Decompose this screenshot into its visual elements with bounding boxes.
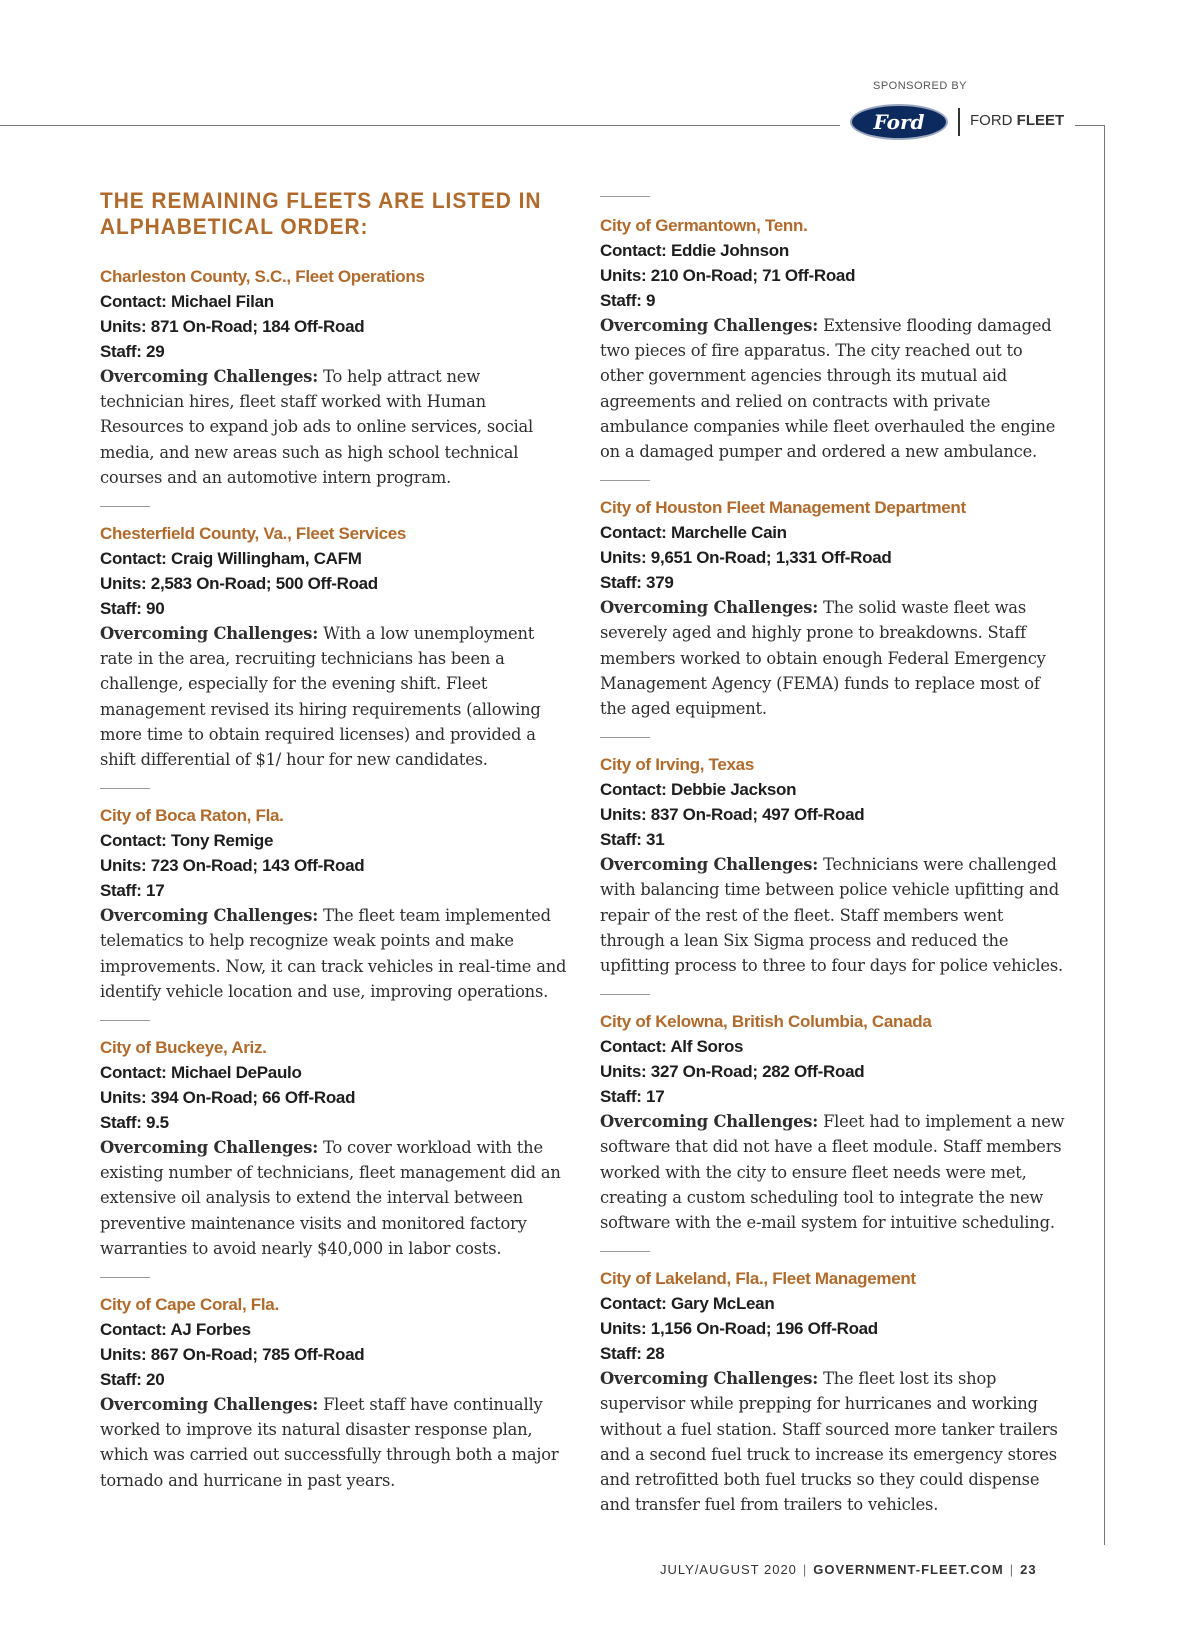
staff-line: Staff: 9.5: [100, 1113, 169, 1133]
fleet-name: City of Buckeye, Ariz.: [100, 1038, 267, 1058]
contact-line: Contact: Craig Willingham, CAFM: [100, 549, 362, 569]
contact-line: Contact: Debbie Jackson: [600, 780, 797, 800]
challenge-paragraph: [100, 1135, 568, 1261]
units-line: Units: 867 On-Road; 785 Off-Road: [100, 1345, 365, 1365]
challenge-text: Fleet staff have continually worked to improve its natural disaster response plan, which was carried out successfully through both a major tornado and hurricane in past years.: [100, 1395, 559, 1490]
divider: [600, 196, 650, 197]
contact-line: Contact: AJ Forbes: [100, 1320, 251, 1340]
staff-line: Staff: 379: [600, 573, 674, 593]
units-line: Units: 9,651 On-Road; 1,331 Off-Road: [600, 548, 892, 568]
left-entries: [100, 264, 568, 1493]
divider: [100, 788, 150, 789]
challenge-lead: Overcoming Challenges:: [100, 367, 319, 386]
challenge-text: Fleet had to implement a new software that did not have a fleet module. Staff members worked with the city to ensure fleet needs were met, creating a custom scheduling tool to integrate the new software with the e-mail system for intuitive scheduling.: [600, 1112, 1065, 1233]
fleet-name: City of Cape Coral, Fla.: [100, 1295, 279, 1315]
fleet-name: City of Boca Raton, Fla.: [100, 806, 284, 826]
challenge-paragraph: [100, 903, 568, 1004]
fleet-name: City of Germantown, Tenn.: [600, 216, 808, 235]
contact-line: Contact: Marchelle Cain: [600, 523, 787, 543]
challenge-paragraph: [600, 1366, 1068, 1517]
section-heading: THE REMAINING FLEETS ARE LISTED IN ALPHABETICAL ORDER:: [100, 188, 542, 239]
staff-line: Staff: 29: [100, 342, 165, 361]
fleet-entry: [100, 1035, 568, 1261]
staff-line: Staff: 31: [600, 830, 665, 850]
challenge-paragraph: [100, 364, 568, 490]
units-line: Units: 2,583 On-Road; 500 Off-Road: [100, 574, 378, 594]
challenge-paragraph: [600, 852, 1068, 978]
contact-line: Contact: Tony Remige: [100, 831, 274, 851]
right-entries: [600, 213, 1068, 1517]
contact-line: Contact: Alf Soros: [600, 1037, 744, 1057]
challenge-lead: Overcoming Challenges:: [600, 316, 819, 335]
ford-fleet-brand: [970, 112, 1064, 129]
challenge-text: With a low unemployment rate in the area, recruiting technicians has been a challenge, especially for the evening shift. Fleet management revised its hiring requirements (allowing more time to obtain required licenses) and provided a shift differential of $1/ hour for new candidates.: [100, 624, 541, 770]
contact-line: Contact: Gary McLean: [600, 1294, 775, 1314]
challenge-text: Extensive flooding damaged two pieces of fire apparatus. The city reached out to other government agencies through its mutual aid agreements and relied on contracts with private ambulance companies while fleet overhauled the engine on a damaged pumper and ordered a new ambulance.: [600, 316, 1056, 462]
challenge-lead: Overcoming Challenges:: [100, 906, 319, 926]
fleet-name: City of Lakeland, Fla., Fleet Management: [600, 1269, 916, 1289]
challenge-lead: Overcoming Challenges:: [100, 624, 319, 644]
units-line: Units: 327 On-Road; 282 Off-Road: [600, 1062, 865, 1082]
footer-separator: |: [802, 1562, 808, 1577]
challenge-text: The solid waste fleet was severely aged and highly prone to breakdowns. Staff members worked to obtain enough Federal Emergency Management Agency (FEMA) funds to replace most of the aged equipment.: [600, 598, 1046, 719]
fleet-entry: [600, 1009, 1068, 1235]
header-rule: [0, 125, 840, 126]
challenge-paragraph: [100, 621, 568, 772]
fleet-entry: [100, 264, 568, 490]
page-edge-rule: [1104, 125, 1105, 1545]
right-column: [600, 196, 1068, 1517]
divider: [600, 737, 650, 738]
divider: [100, 506, 150, 507]
fleet-name: City of Houston Fleet Management Department: [600, 498, 966, 518]
challenge-paragraph: [600, 313, 1068, 464]
challenge-text: Technicians were challenged with balancing time between police vehicle upfitting and repair of the rest of the fleet. Staff members went through a lean Six Sigma process and reduced the upfitting process to three to four days for police vehicles.: [600, 855, 1063, 976]
ford-logo-text: Ford: [873, 110, 925, 134]
fleet-name: Chesterfield County, Va., Fleet Services: [100, 524, 407, 544]
footer-site: GOVERNMENT-FLEET.COM: [813, 1562, 1004, 1577]
challenge-lead: Overcoming Challenges:: [100, 1395, 319, 1415]
fleet-entry: [100, 521, 568, 772]
units-line: Units: 394 On-Road; 66 Off-Road: [100, 1088, 356, 1108]
divider: [100, 1020, 150, 1021]
fleet-entry: [600, 1266, 1068, 1517]
fleet-entry: [100, 1292, 568, 1493]
fleet-entry: [100, 803, 568, 1004]
divider: [600, 480, 650, 481]
contact-line: Contact: Michael Filan: [100, 292, 274, 311]
challenge-text: The fleet lost its shop supervisor while prepping for hurricanes and working without a fuel station. Staff sourced more tanker trailers and a second fuel truck to increase its emergency stores and retrofitted both fuel trucks so they could dispense and transfer fuel from trailers to vehicles.: [600, 1369, 1058, 1515]
challenge-lead: Overcoming Challenges:: [600, 1112, 819, 1132]
fleet-entry: [600, 752, 1068, 978]
contact-line: Contact: Michael DePaulo: [100, 1063, 302, 1083]
staff-line: Staff: 20: [100, 1370, 165, 1390]
footer-issue: JULY/AUGUST 2020: [660, 1562, 797, 1577]
units-line: Units: 837 On-Road; 497 Off-Road: [600, 805, 865, 825]
fleet-name: City of Kelowna, British Columbia, Canada: [600, 1012, 932, 1032]
sponsor-separator: [958, 108, 960, 136]
staff-line: Staff: 17: [600, 1087, 665, 1107]
page-number: 23: [1020, 1562, 1037, 1577]
header-rule-right: [1075, 125, 1105, 126]
challenge-lead: Overcoming Challenges:: [600, 1369, 819, 1389]
challenge-text: To help attract new technician hires, fleet staff worked with Human Resources to expand job ads to online services, social media, and new areas such as high school technical courses and an automotive intern program.: [100, 367, 534, 487]
contact-line: Contact: Eddie Johnson: [600, 241, 789, 260]
challenge-paragraph: [600, 595, 1068, 721]
units-line: Units: 871 On-Road; 184 Off-Road: [100, 317, 365, 336]
challenge-paragraph: [600, 1109, 1068, 1235]
staff-line: Staff: 9: [600, 291, 656, 310]
fleet-name: City of Irving, Texas: [600, 755, 754, 775]
page-footer: [660, 1562, 1110, 1577]
challenge-text: The fleet team implemented telematics to help recognize weak points and make improvements. Now, it can track vehicles in real-time and identify vehicle location and use, improving operations.: [100, 906, 567, 1001]
left-column: [100, 188, 568, 1493]
challenge-lead: Overcoming Challenges:: [100, 1138, 319, 1158]
brand-bold: FLEET: [1016, 112, 1065, 129]
divider: [600, 1251, 650, 1252]
fleet-name: Charleston County, S.C., Fleet Operations: [100, 267, 425, 286]
staff-line: Staff: 28: [600, 1344, 665, 1364]
challenge-lead: Overcoming Challenges:: [600, 598, 819, 618]
units-line: Units: 723 On-Road; 143 Off-Road: [100, 856, 365, 876]
divider: [600, 994, 650, 995]
challenge-lead: Overcoming Challenges:: [600, 855, 819, 875]
footer-separator: |: [1009, 1562, 1015, 1577]
challenge-paragraph: [100, 1392, 568, 1493]
staff-line: Staff: 17: [100, 881, 165, 901]
fleet-entry: [600, 495, 1068, 721]
units-line: Units: 210 On-Road; 71 Off-Road: [600, 266, 856, 285]
fleet-entry: [600, 213, 1068, 464]
staff-line: Staff: 90: [100, 599, 165, 619]
units-line: Units: 1,156 On-Road; 196 Off-Road: [600, 1319, 878, 1339]
sponsor-label: SPONSORED BY: [872, 80, 968, 92]
challenge-text: To cover workload with the existing number of technicians, fleet management did an extensive oil analysis to extend the interval between preventive maintenance visits and monitored factory warranties to avoid nearly $40,000 in labor costs.: [100, 1138, 561, 1258]
ford-logo: [850, 104, 948, 140]
brand-light: FORD: [970, 112, 1013, 129]
divider: [100, 1277, 150, 1278]
